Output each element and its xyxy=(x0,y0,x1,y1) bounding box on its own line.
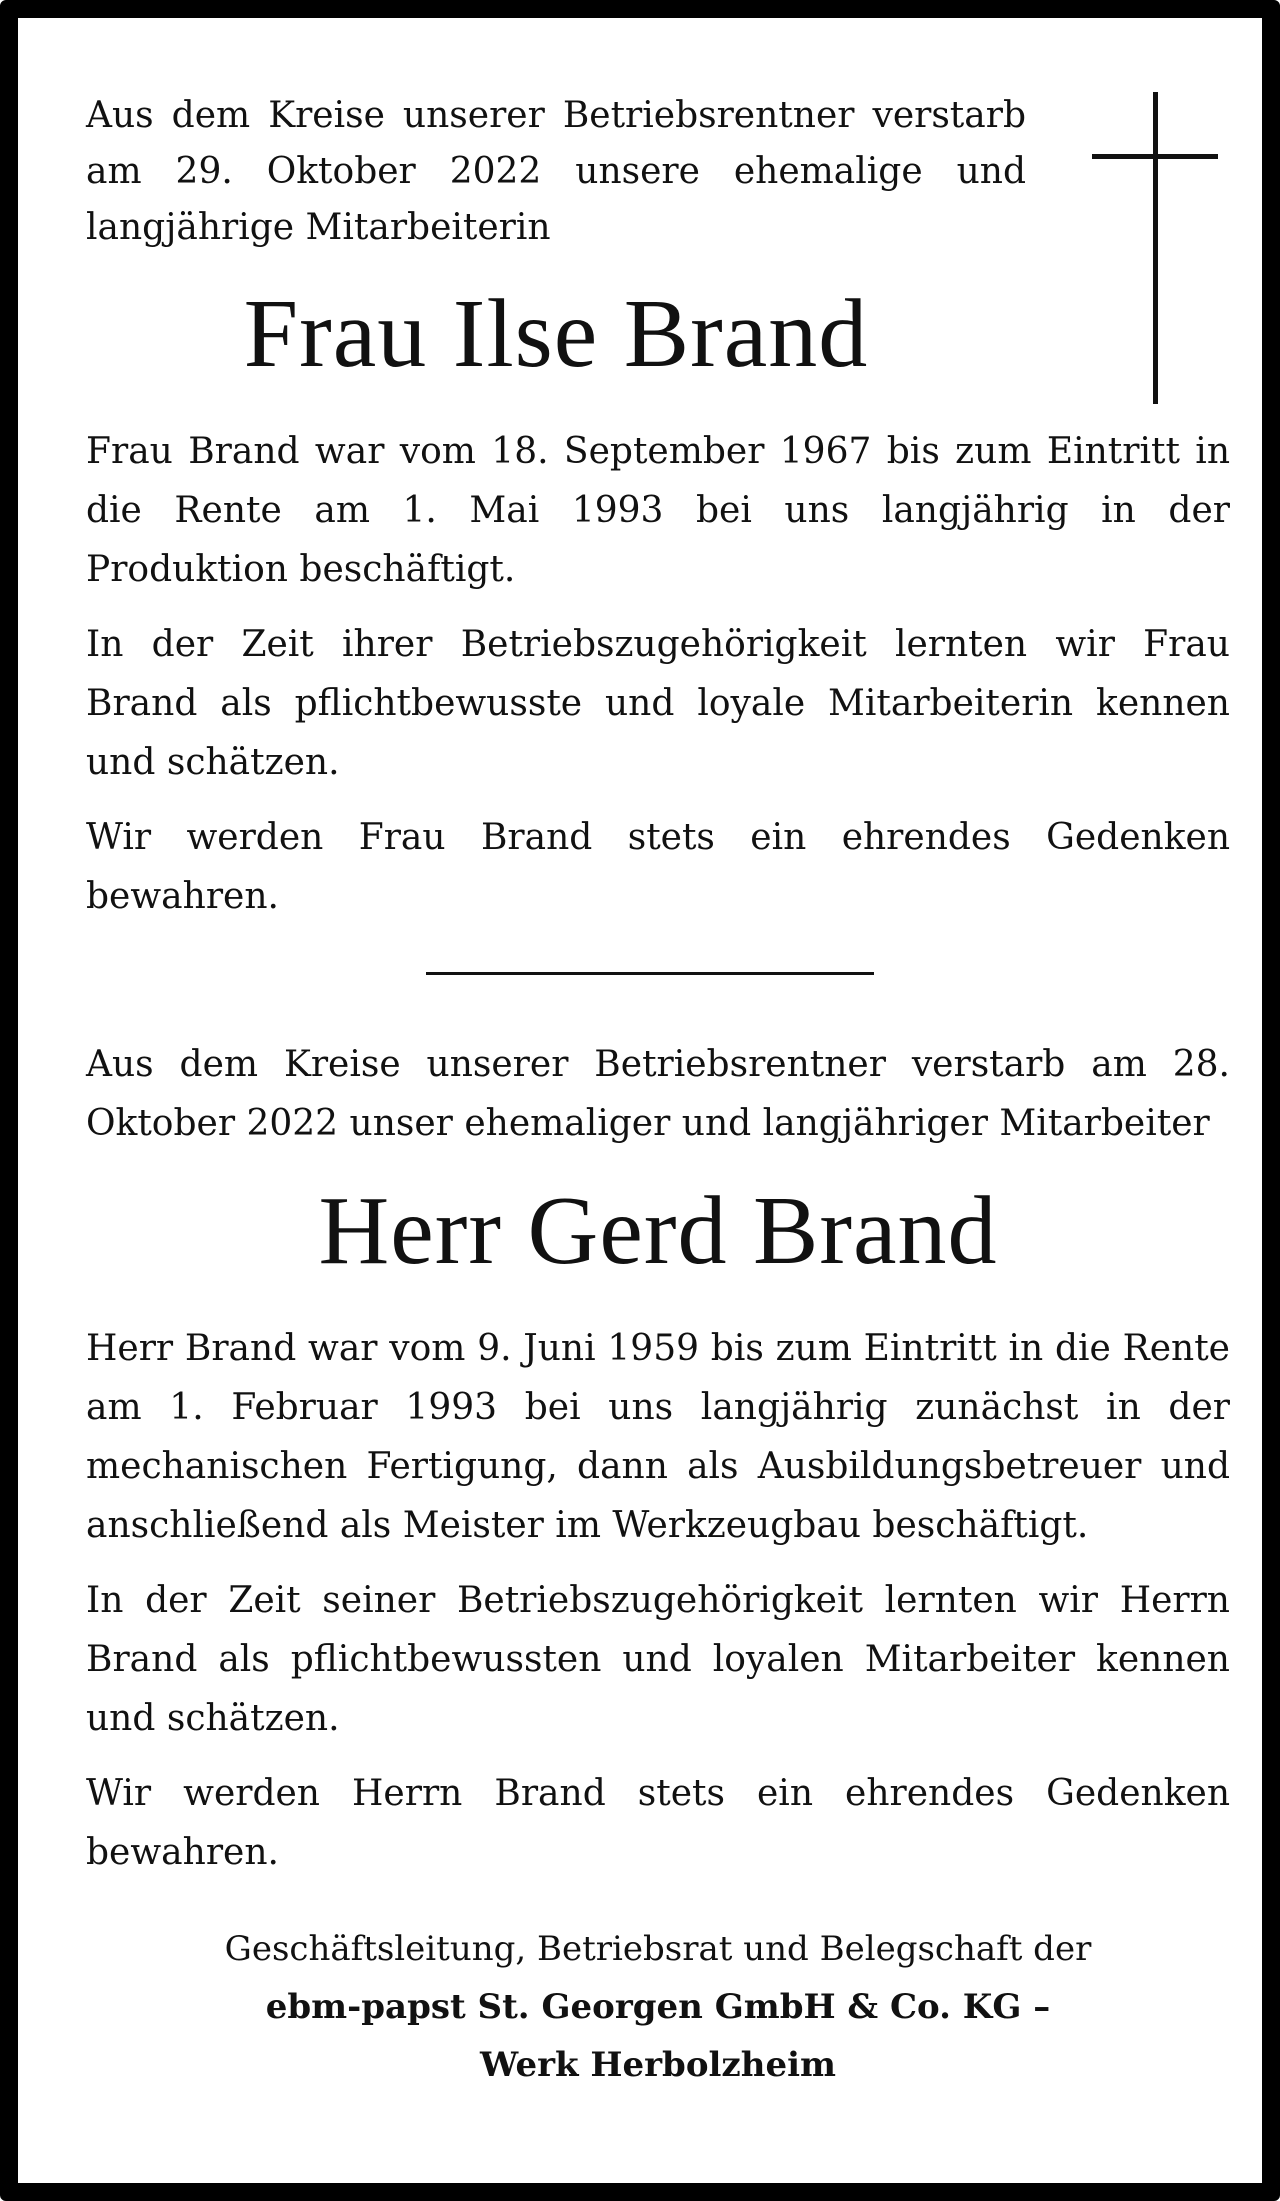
company-name: ebm-papst St. Georgen GmbH & Co. KG – xyxy=(265,1987,1051,2027)
obituary-content xyxy=(86,88,1230,2094)
signature-block xyxy=(86,1920,1230,2094)
notice-2-paragraph: In der Zeit seiner Betriebszugehörigkeit lernten wir Herrn Brand als pflichtbewussten und loyalen Mitarbeiter kennen und schätzen. xyxy=(86,1580,1230,1739)
notice-1-paragraph: Wir werden Frau Brand stets ein ehrendes Gedenken bewahren. xyxy=(86,817,1230,917)
signature-line: Geschäftsleitung, Betriebsrat und Belegschaft der xyxy=(224,1929,1092,1969)
notice-1-intro: Aus dem Kreise unserer Betriebsrentner verstarb am 29. Oktober 2022 unsere ehemalige und langjährige Mitarbeiterin xyxy=(86,95,1026,248)
section-divider xyxy=(426,972,874,975)
notice-1-name: Frau Ilse Brand xyxy=(243,280,869,388)
notice-1-paragraph: Frau Brand war vom 18. September 1967 bis zum Eintritt in die Rente am 1. Mai 1993 bei uns langjährig in der Produktion beschäftigt. xyxy=(86,431,1230,590)
notice-2-intro: Aus dem Kreise unserer Betriebsrentner verstarb am 28. Oktober 2022 unser ehemaliger und langjähriger Mitarbeiter xyxy=(86,1044,1230,1144)
notice-1-paragraph: In der Zeit ihrer Betriebszugehörigkeit lernten wir Frau Brand als pflichtbewusste und loyale Mitarbeiterin kennen und schätzen. xyxy=(86,624,1230,783)
plant-name: Werk Herbolzheim xyxy=(480,2045,836,2085)
notice-2-paragraph: Herr Brand war vom 9. Juni 1959 bis zum Eintritt in die Rente am 1. Februar 1993 bei uns langjährig zunächst in der mechanischen Fertigung, dann als Ausbildungsbetreuer und anschließend als Meister im Werkzeugbau beschäftigt. xyxy=(86,1328,1230,1546)
notice-2-name: Herr Gerd Brand xyxy=(318,1177,998,1285)
notice-2-paragraph: Wir werden Herrn Brand stets ein ehrendes Gedenken bewahren. xyxy=(86,1773,1230,1873)
